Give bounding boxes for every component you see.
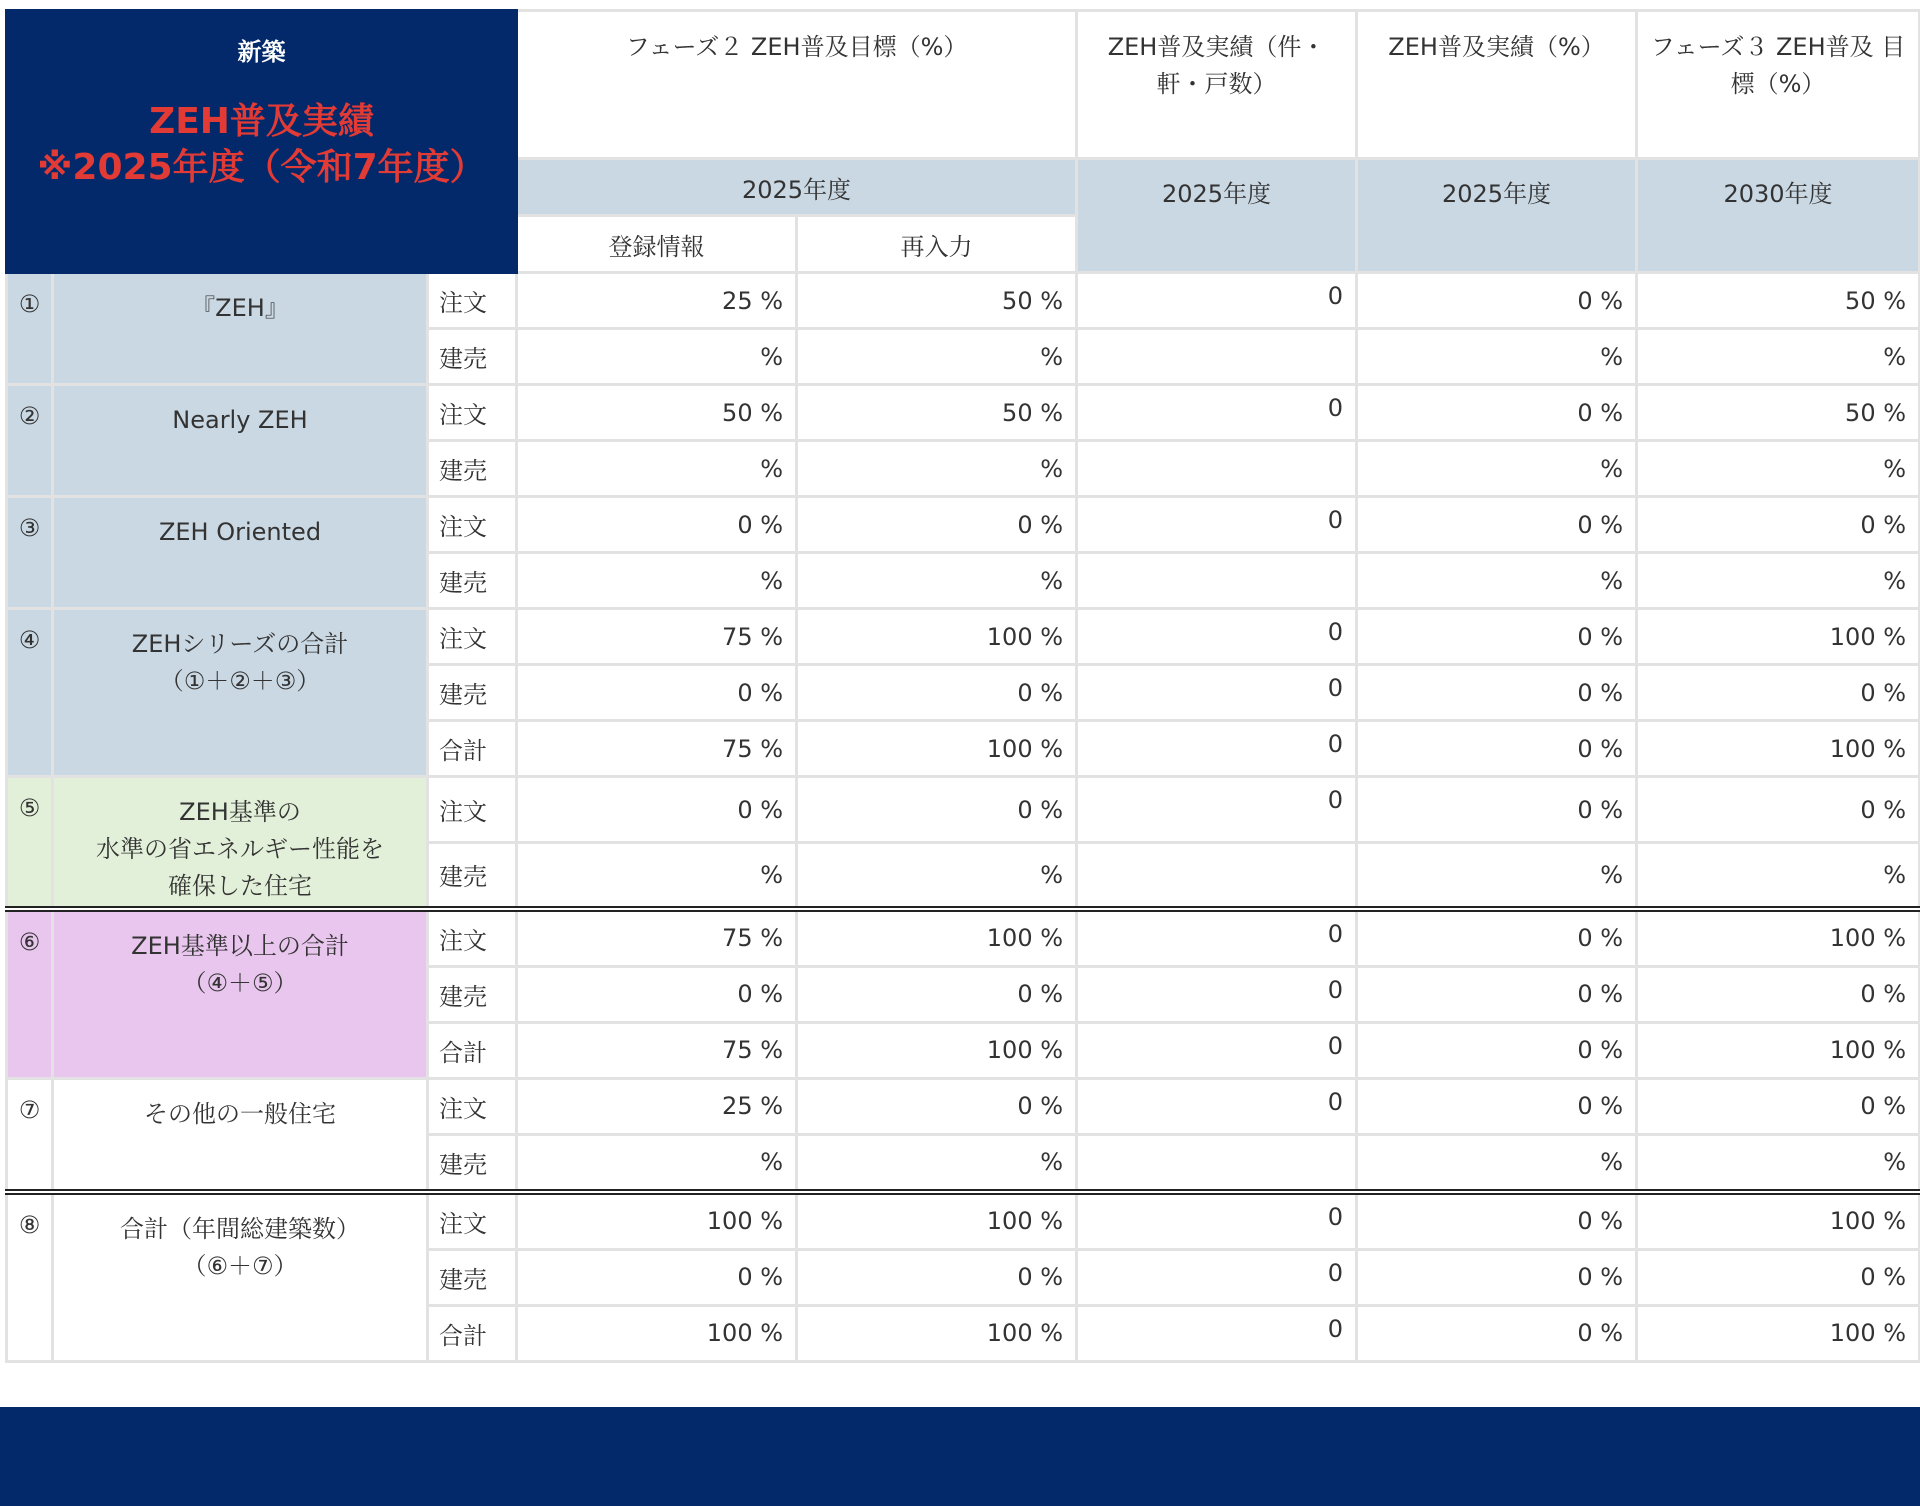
cell-results-pct: 0 %: [1357, 273, 1637, 329]
cell-phase3[interactable]: %: [1637, 553, 1920, 609]
cell-results-pct: 0 %: [1357, 385, 1637, 441]
cell-registered: 50 %: [517, 385, 797, 441]
cell-registered: %: [517, 843, 797, 909]
cell-reentry[interactable]: 50 %: [797, 273, 1077, 329]
row-type: 注文: [428, 497, 517, 553]
cell-reentry: 0 %: [797, 966, 1077, 1022]
row-number: ⑧: [7, 1192, 53, 1362]
row-category-name: [53, 909, 428, 1079]
table-row: [7, 1192, 1920, 1250]
row-category-name: [53, 777, 428, 909]
row-type: 合計: [428, 721, 517, 777]
cell-reentry: 100 %: [797, 609, 1077, 665]
year-results-pct: 2025年度: [1357, 159, 1637, 273]
year-phase2: 2025年度: [517, 159, 1077, 216]
row-type: 注文: [428, 909, 517, 967]
cell-phase3: 0 %: [1637, 1249, 1920, 1305]
subheader-reentry: 再入力: [797, 216, 1077, 273]
row-type: 注文: [428, 273, 517, 329]
col-header-phase3-target: フェーズ３ ZEH普及 目標（%）: [1637, 11, 1920, 159]
cell-registered: %: [517, 553, 797, 609]
category-name-line: ZEH基準の: [179, 798, 301, 826]
cell-phase3[interactable]: 0 %: [1637, 1078, 1920, 1134]
table-row: [7, 609, 1920, 665]
cell-phase3: 100 %: [1637, 609, 1920, 665]
row-category-name: Nearly ZEH: [53, 385, 428, 497]
cell-results-pct: %: [1357, 553, 1637, 609]
cell-registered: 100 %: [517, 1192, 797, 1250]
row-type: 合計: [428, 1022, 517, 1078]
row-number: ⑥: [7, 909, 53, 1079]
category-formula: （④＋⑤）: [182, 968, 298, 997]
cell-results-count[interactable]: [1077, 329, 1357, 385]
table-row: [7, 909, 1920, 967]
cell-reentry: 100 %: [797, 909, 1077, 967]
cell-results-pct: %: [1357, 329, 1637, 385]
row-type: 注文: [428, 1192, 517, 1250]
cell-registered: %: [517, 441, 797, 497]
row-number: ⑤: [7, 777, 53, 909]
cell-phase3: 100 %: [1637, 1022, 1920, 1078]
cell-results-count: 0: [1077, 665, 1357, 721]
new-build-label: 新築: [237, 38, 286, 66]
category-name-line: 確保した住宅: [168, 872, 312, 900]
cell-reentry[interactable]: %: [797, 441, 1077, 497]
cell-phase3[interactable]: 0 %: [1637, 497, 1920, 553]
row-type: 注文: [428, 385, 517, 441]
cell-results-count[interactable]: [1077, 553, 1357, 609]
col-header-phase2-target: フェーズ２ ZEH普及目標（%）: [517, 11, 1077, 159]
cell-registered: %: [517, 1134, 797, 1192]
cell-registered: 25 %: [517, 273, 797, 329]
cell-phase3[interactable]: %: [1637, 1134, 1920, 1192]
row-number: ⑦: [7, 1078, 53, 1192]
cell-results-pct: 0 %: [1357, 966, 1637, 1022]
row-type: 注文: [428, 777, 517, 843]
cell-registered: 0 %: [517, 665, 797, 721]
row-number: ③: [7, 497, 53, 609]
row-number: ②: [7, 385, 53, 497]
cell-reentry: 100 %: [797, 1192, 1077, 1250]
cell-results-count[interactable]: 0: [1077, 385, 1357, 441]
cell-results-pct: %: [1357, 843, 1637, 909]
cell-registered: 0 %: [517, 497, 797, 553]
col-header-results-count: ZEH普及実績（件・軒・戸数）: [1077, 11, 1357, 159]
cell-results-count: 0: [1077, 721, 1357, 777]
cell-results-count: 0: [1077, 609, 1357, 665]
row-type: 建売: [428, 553, 517, 609]
cell-results-count[interactable]: 0: [1077, 1078, 1357, 1134]
cell-reentry[interactable]: 50 %: [797, 385, 1077, 441]
row-category-name: 『ZEH』: [53, 273, 428, 385]
row-category-name: [53, 609, 428, 777]
cell-phase3[interactable]: 0 %: [1637, 777, 1920, 843]
table-row: [7, 497, 1920, 553]
cell-registered: 75 %: [517, 609, 797, 665]
category-name-line: ZEHシリーズの合計: [131, 630, 349, 658]
row-type: 建売: [428, 843, 517, 909]
results-title-line1: ZEH普及実績: [149, 101, 374, 142]
category-name-line: 合計（年間総建築数）: [120, 1214, 360, 1243]
row-category-name: ZEH Oriented: [53, 497, 428, 609]
table-row: [7, 777, 1920, 843]
subheader-registered: 登録情報: [517, 216, 797, 273]
row-type: 建売: [428, 665, 517, 721]
row-type: 合計: [428, 1305, 517, 1361]
cell-registered: 75 %: [517, 721, 797, 777]
row-type: 建売: [428, 966, 517, 1022]
cell-results-pct: 0 %: [1357, 1249, 1637, 1305]
row-number: ①: [7, 273, 53, 385]
cell-results-count[interactable]: 0: [1077, 497, 1357, 553]
cell-results-pct: 0 %: [1357, 1022, 1637, 1078]
cell-reentry: 100 %: [797, 1305, 1077, 1361]
cell-phase3: 0 %: [1637, 966, 1920, 1022]
cell-reentry: 0 %: [797, 665, 1077, 721]
cell-results-pct: 0 %: [1357, 1078, 1637, 1134]
cell-results-count: 0: [1077, 966, 1357, 1022]
cell-registered: 0 %: [517, 1249, 797, 1305]
row-type: 建売: [428, 1134, 517, 1192]
cell-phase3[interactable]: 50 %: [1637, 385, 1920, 441]
cell-results-pct: 0 %: [1357, 665, 1637, 721]
zeh-results-table-container: [5, 9, 1918, 1363]
table-row: [7, 273, 1920, 329]
cell-results-pct: 0 %: [1357, 1192, 1637, 1250]
cell-results-count: 0: [1077, 1305, 1357, 1361]
category-formula: （①＋②＋③）: [159, 667, 321, 695]
cell-results-count: 0: [1077, 1022, 1357, 1078]
row-category-name: [53, 1192, 428, 1362]
cell-registered: 100 %: [517, 1305, 797, 1361]
cell-registered: 75 %: [517, 1022, 797, 1078]
cell-reentry[interactable]: 0 %: [797, 777, 1077, 843]
cell-results-pct: 0 %: [1357, 609, 1637, 665]
category-name-line: 水準の省エネルギー性能を: [96, 835, 384, 863]
cell-phase3[interactable]: %: [1637, 329, 1920, 385]
cell-phase3: 100 %: [1637, 909, 1920, 967]
row-number: ④: [7, 609, 53, 777]
results-title-line2: ※2025年度（令和7年度）: [37, 147, 486, 188]
cell-reentry: 100 %: [797, 1022, 1077, 1078]
cell-results-count[interactable]: [1077, 843, 1357, 909]
year-results-count: 2025年度: [1077, 159, 1357, 273]
cell-registered: 25 %: [517, 1078, 797, 1134]
table-row: [7, 1078, 1920, 1134]
row-type: 注文: [428, 1078, 517, 1134]
footer-band: [0, 1407, 1920, 1506]
cell-reentry[interactable]: %: [797, 843, 1077, 909]
cell-registered: 0 %: [517, 777, 797, 843]
cell-results-pct: 0 %: [1357, 497, 1637, 553]
cell-results-count[interactable]: [1077, 441, 1357, 497]
zeh-results-table: [5, 9, 1920, 1363]
cell-reentry[interactable]: %: [797, 1134, 1077, 1192]
category-formula: （⑥＋⑦）: [182, 1251, 298, 1280]
cell-phase3: 100 %: [1637, 1192, 1920, 1250]
table-row: [7, 385, 1920, 441]
cell-results-pct: 0 %: [1357, 777, 1637, 843]
cell-results-pct: %: [1357, 1134, 1637, 1192]
cell-registered: %: [517, 329, 797, 385]
table-title-cell: [7, 11, 517, 273]
cell-registered: 0 %: [517, 966, 797, 1022]
row-type: 建売: [428, 441, 517, 497]
cell-results-count[interactable]: 0: [1077, 273, 1357, 329]
cell-results-pct: 0 %: [1357, 721, 1637, 777]
cell-phase3[interactable]: %: [1637, 441, 1920, 497]
cell-reentry[interactable]: %: [797, 329, 1077, 385]
cell-results-count: 0: [1077, 1192, 1357, 1250]
cell-phase3[interactable]: %: [1637, 843, 1920, 909]
cell-results-count[interactable]: [1077, 1134, 1357, 1192]
cell-results-count: 0: [1077, 909, 1357, 967]
cell-phase3[interactable]: 50 %: [1637, 273, 1920, 329]
category-name-line: ZEH基準以上の合計: [131, 931, 349, 960]
row-type: 建売: [428, 329, 517, 385]
cell-results-count: 0: [1077, 1249, 1357, 1305]
row-category-name: その他の一般住宅: [53, 1078, 428, 1192]
cell-results-pct: 0 %: [1357, 909, 1637, 967]
cell-reentry[interactable]: 0 %: [797, 1078, 1077, 1134]
cell-phase3: 100 %: [1637, 721, 1920, 777]
col-header-results-pct: ZEH普及実績（%）: [1357, 11, 1637, 159]
cell-results-count[interactable]: 0: [1077, 777, 1357, 843]
cell-registered: 75 %: [517, 909, 797, 967]
row-type: 注文: [428, 609, 517, 665]
cell-results-pct: 0 %: [1357, 1305, 1637, 1361]
cell-phase3: 100 %: [1637, 1305, 1920, 1361]
cell-reentry: 0 %: [797, 1249, 1077, 1305]
row-type: 建売: [428, 1249, 517, 1305]
cell-phase3: 0 %: [1637, 665, 1920, 721]
cell-results-pct: %: [1357, 441, 1637, 497]
cell-reentry[interactable]: %: [797, 553, 1077, 609]
results-title: [8, 99, 515, 191]
year-phase3: 2030年度: [1637, 159, 1920, 273]
cell-reentry: 100 %: [797, 721, 1077, 777]
cell-reentry[interactable]: 0 %: [797, 497, 1077, 553]
